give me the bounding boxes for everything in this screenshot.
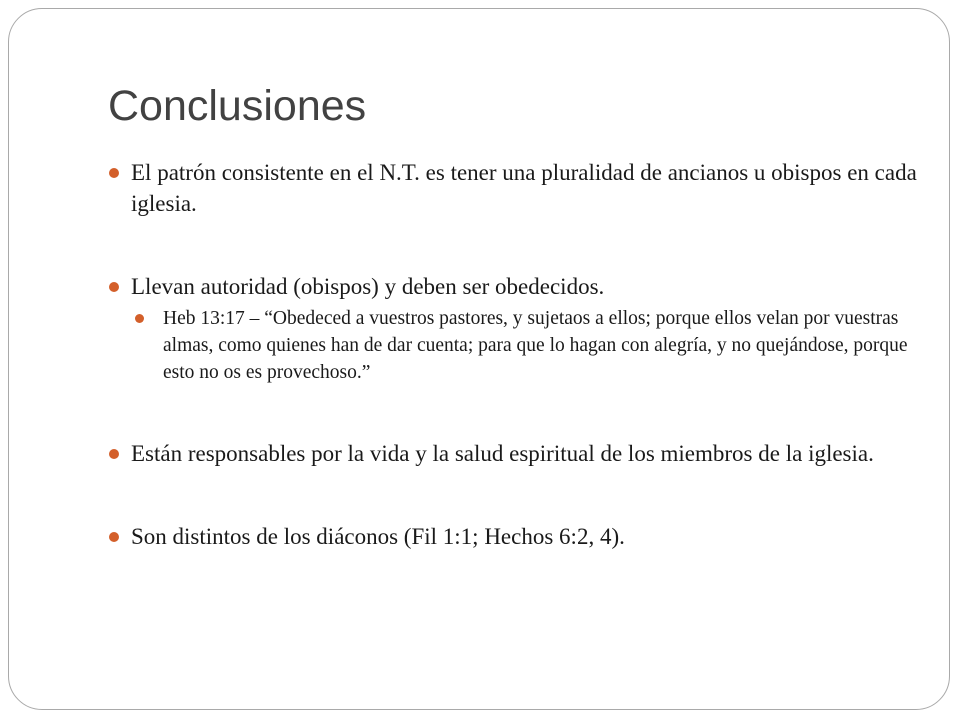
bullet-item (108, 157, 928, 219)
slide-title: Conclusiones (108, 82, 367, 130)
sub-bullet-text: Heb 13:17 – “Obedeced a vuestros pastores, y sujetaos a ellos; porque ellos velan por vuestras almas, como quienes han de dar cuenta; para que lo hagan con alegría, y no quejándose, porque esto no os es provechoso.” (163, 308, 908, 383)
bullet-text: Llevan autoridad (obispos) y deben ser obedecidos. (131, 274, 605, 299)
bullet-dot-icon (109, 168, 119, 178)
bullet-text: Son distintos de los diáconos (Fil 1:1; Hechos 6:2, 4). (131, 524, 625, 549)
bullet-item (108, 438, 928, 469)
sub-bullet-item (135, 305, 928, 386)
bullet-item (108, 271, 928, 302)
bullet-text: Están responsables por la vida y la salud espiritual de los miembros de la iglesia. (131, 441, 874, 466)
bullet-dot-icon (109, 282, 119, 292)
bullet-dot-icon (109, 449, 119, 459)
bullet-list (108, 157, 928, 552)
sub-bullet-dot-icon (135, 314, 144, 323)
bullet-text: El patrón consistente en el N.T. es tener una pluralidad de ancianos u obispos en cada iglesia. (131, 160, 917, 216)
bullet-dot-icon (109, 532, 119, 542)
bullet-item (108, 521, 928, 552)
